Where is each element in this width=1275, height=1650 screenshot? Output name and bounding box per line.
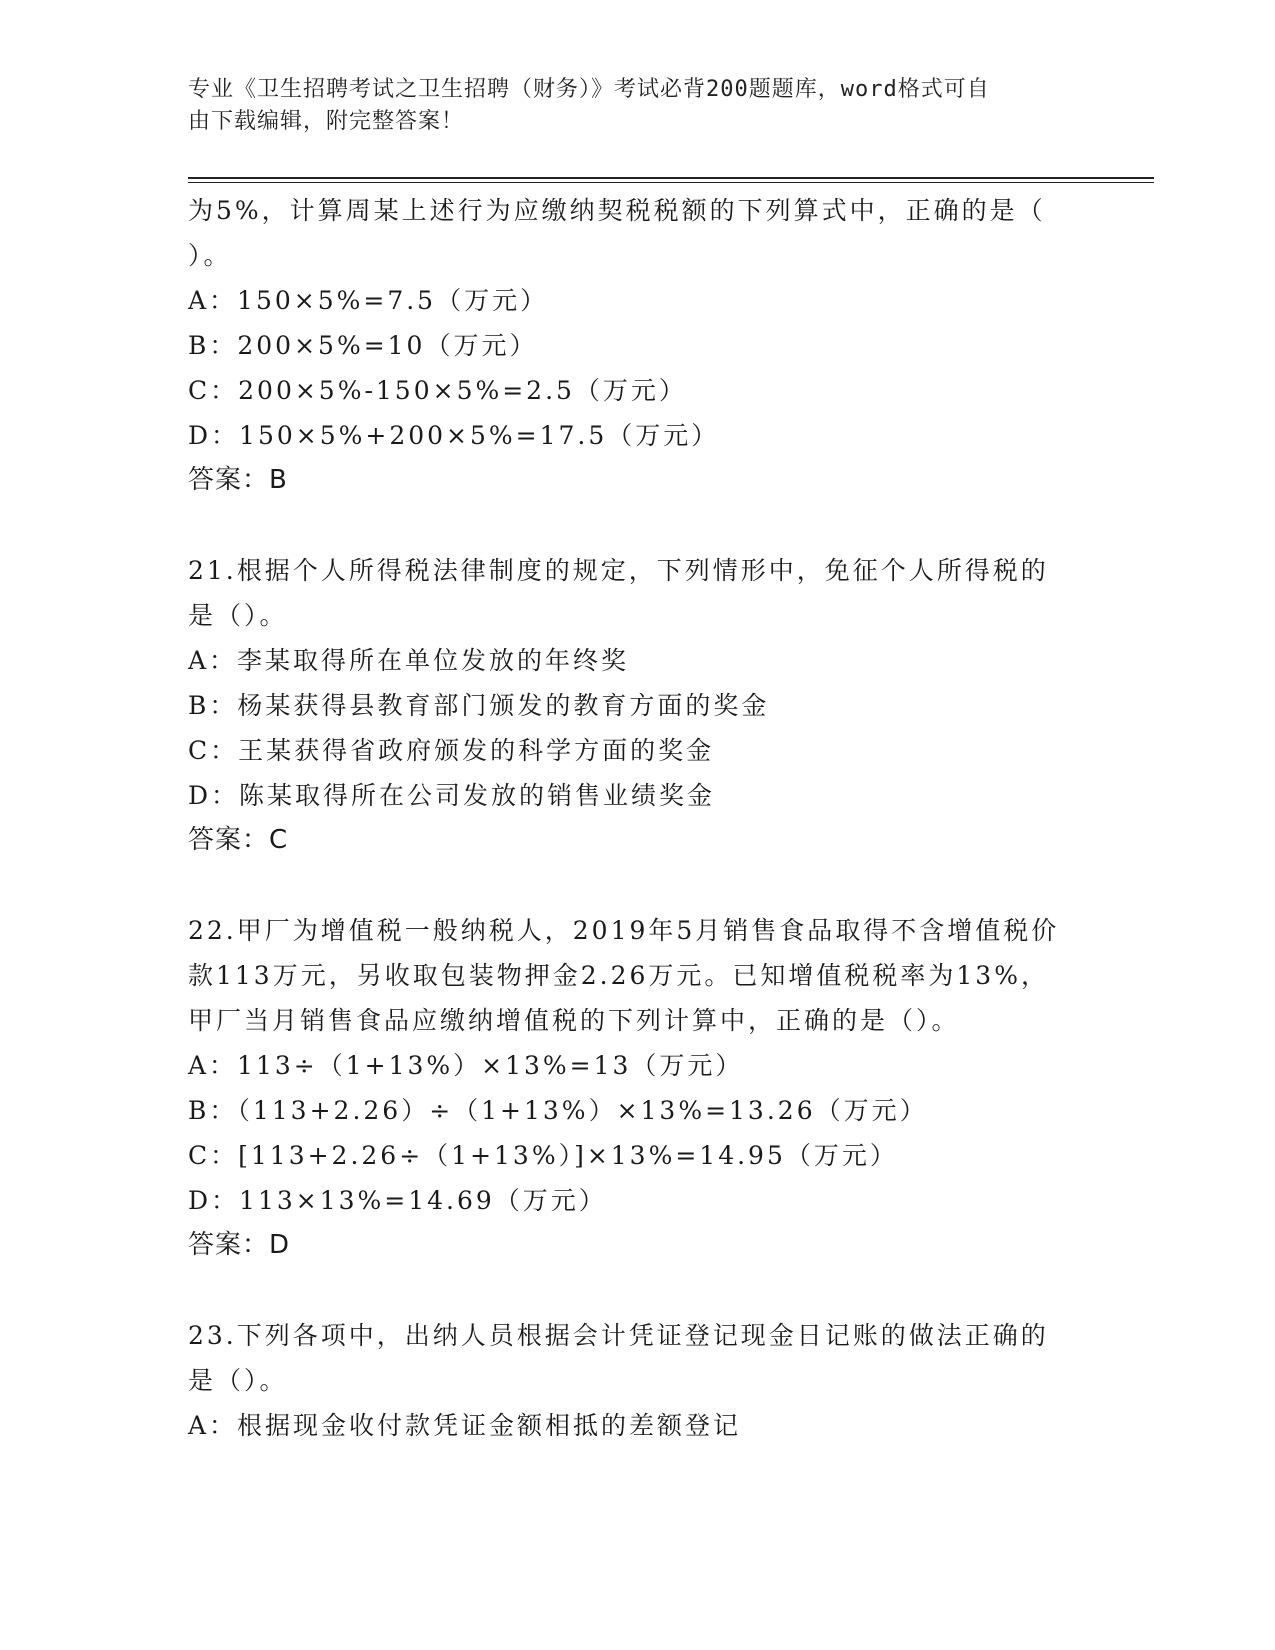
answer: 答案：C xyxy=(188,825,289,855)
header-divider-thin xyxy=(188,182,1154,183)
answer: 答案：B xyxy=(188,465,288,495)
question-stem: 为5%，计算周某上述行为应缴纳契税税额的下列算式中，正确的是（ xyxy=(188,196,1046,225)
question-21 xyxy=(188,548,1088,863)
option-b: B：200×5%=10（万元） xyxy=(188,331,538,360)
answer: 答案：D xyxy=(188,1230,291,1260)
question-stem: 23.下列各项中，出纳人员根据会计凭证登记现金日记账的做法正确的 xyxy=(188,1321,1049,1350)
option-c: C：200×5%-150×5%=2.5（万元） xyxy=(188,376,687,405)
question-22 xyxy=(188,908,1088,1268)
header-divider-thick xyxy=(188,177,1154,179)
page-header xyxy=(188,74,1068,138)
option-d: D：113×13%=14.69（万元） xyxy=(188,1186,607,1215)
option-b: B：杨某获得县教育部门颁发的教育方面的奖金 xyxy=(188,691,770,720)
question-stem: 甲厂当月销售食品应缴纳增值税的下列计算中，正确的是（）。 xyxy=(188,1006,960,1035)
question-content xyxy=(188,188,1088,1448)
spacer xyxy=(188,863,1088,908)
question-stem: 21.根据个人所得税法律制度的规定，下列情形中，免征个人所得税的 xyxy=(188,556,1049,585)
option-a: A：150×5%=7.5（万元） xyxy=(188,286,549,315)
option-d: D：陈某取得所在公司发放的销售业绩奖金 xyxy=(188,781,716,810)
question-stem: 是（）。 xyxy=(188,601,288,630)
spacer xyxy=(188,1268,1088,1313)
option-b: B：（113+2.26）÷（1+13%）×13%=13.26（万元） xyxy=(188,1096,928,1125)
spacer xyxy=(188,503,1088,548)
question-stem: 22.甲厂为增值税一般纳税人，2019年5月销售食品取得不含增值税价 xyxy=(188,916,1060,945)
option-a: A：根据现金收付款凭证金额相抵的差额登记 xyxy=(188,1411,742,1440)
option-a: A：李某取得所在单位发放的年终奖 xyxy=(188,646,630,675)
option-a: A：113÷（1+13%）×13%=13（万元） xyxy=(188,1051,744,1080)
header-line-2: 由下载编辑，附完整答案！ xyxy=(188,109,465,134)
question-stem: 是（）。 xyxy=(188,1366,288,1395)
option-c: C：[113+2.26÷（1+13%）]×13%=14.95（万元） xyxy=(188,1141,898,1170)
option-c: C：王某获得省政府颁发的科学方面的奖金 xyxy=(188,736,715,765)
question-stem: ）。 xyxy=(188,241,232,270)
question-stem: 款113万元，另收取包装物押金2.26万元。已知增值税税率为13%， xyxy=(188,961,1049,990)
header-line-1: 专业《卫生招聘考试之卫生招聘（财务）》考试必背200题题库，word格式可自 xyxy=(188,77,990,102)
question-23 xyxy=(188,1313,1088,1448)
option-d: D：150×5%+200×5%=17.5（万元） xyxy=(188,421,720,450)
question-20 xyxy=(188,188,1088,503)
